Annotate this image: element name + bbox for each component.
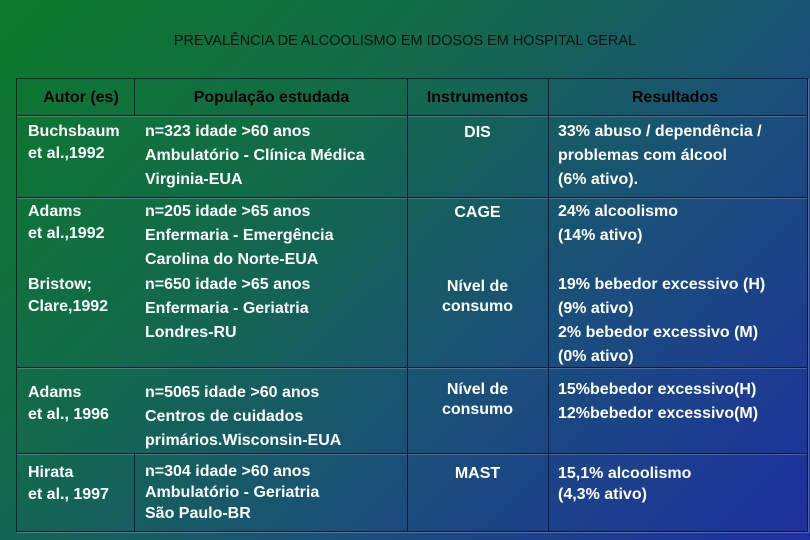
cell-instrument: MAST: [454, 465, 501, 482]
cell-instrument: Nível de consumo: [441, 278, 514, 315]
cell-population: n=205 idade >65 anos Enfermaria - Emergência Carolina do Norte-EUA: [145, 203, 334, 268]
cell-author: Hirata et al., 1997: [28, 464, 109, 503]
column-divider: [407, 79, 408, 531]
cell-result: 19% bebedor excessivo (H) (9% ativo) 2% bebedor excessivo (M) (0% ativo): [558, 276, 766, 365]
header-population: População estudada: [193, 89, 350, 106]
cell-author: Adams et al.,1992: [28, 203, 105, 242]
cell-population: n=304 idade >60 anos Ambulatório - Geriatria São Paulo-BR: [145, 463, 320, 522]
row-divider: [17, 197, 807, 198]
cell-population: n=323 idade >60 anos Ambulatório - Clínica Médica Virginia-EUA: [145, 123, 365, 188]
cell-author: Adams et al., 1996: [28, 384, 109, 423]
page-title: PREVALÊNCIA DE ALCOOLISMO EM IDOSOS EM HOSPITAL GERAL: [173, 33, 637, 49]
header-instruments: Instrumentos: [426, 89, 529, 106]
column-divider: [548, 79, 549, 531]
cell-result: 24% alcoolismo (14% ativo): [558, 203, 679, 244]
header-divider: [17, 115, 807, 116]
header-results: Resultados: [631, 89, 719, 106]
cell-instrument: Nível de consumo: [441, 381, 514, 418]
cell-author: Bristow; Clare,1992: [28, 276, 109, 315]
cell-instrument: CAGE: [454, 204, 501, 221]
cell-result: 15,1% alcoolismo (4,3% ativo): [558, 465, 692, 503]
cell-result: 15%bebedor excessivo(H) 12%bebedor excessivo(M): [558, 381, 759, 422]
cell-instrument: DIS: [464, 124, 491, 141]
row-divider: [17, 453, 807, 454]
prevalence-table: [16, 78, 808, 532]
header-author: Autor (es): [43, 89, 119, 106]
cell-population: n=5065 idade >60 anos Centros de cuidados primários.Wisconsin-EUA: [145, 384, 342, 449]
cell-population: n=650 idade >65 anos Enfermaria - Geriatria Londres-RU: [145, 276, 311, 341]
cell-result: 33% abuso / dependência / problemas com álcool (6% ativo).: [558, 123, 762, 188]
cell-author: Buchsbaum et al.,1992: [28, 123, 120, 162]
